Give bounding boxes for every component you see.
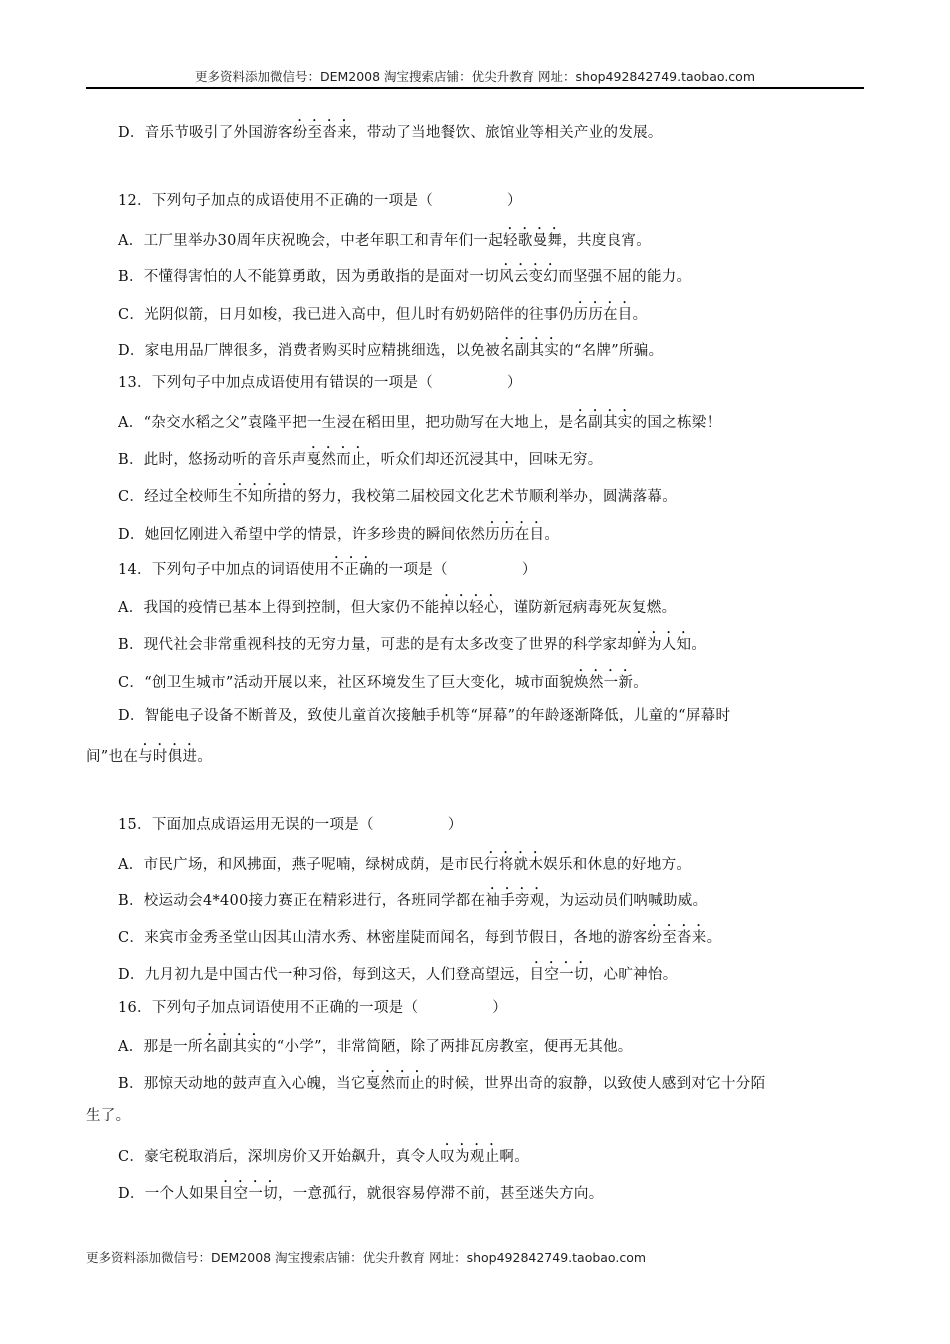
line-text: ，为运动员们呐喊助威。 xyxy=(544,893,708,909)
line-text: ，听众们却还沉浸其中，回味无穷。 xyxy=(365,452,603,468)
line-text: ，带动了当地餐饮、旅馆业等相关产业的发展。 xyxy=(351,125,663,141)
emphasized-phrase: 掉以轻心 xyxy=(439,600,499,616)
line-text: A．我国的疫情已基本上得到控制，但大家仍不能 xyxy=(118,600,440,616)
text-line xyxy=(118,1141,529,1166)
line-text: 的“小学”，非常简陋，除了两排瓦房教室，便再无其他。 xyxy=(261,1039,633,1055)
text-line xyxy=(118,261,691,286)
line-text: 12．下列句子加点的成语使用不正确的一项是（ ） xyxy=(118,193,522,209)
line-text: 间”也在 xyxy=(86,749,139,765)
line-text: 娱乐和休息的好地方。 xyxy=(543,857,692,873)
emphasized-phrase: 袖手旁观 xyxy=(485,893,545,909)
emphasized-phrase: 戛然而止 xyxy=(365,1076,425,1092)
question-stem xyxy=(118,371,522,392)
line-text: D．她回忆刚进入希望中学的情景，许多珍贵的瞬间依然 xyxy=(118,527,486,543)
line-text: C．来宾市金秀圣堂山因其山清水秀、林密崖陡而闻名，每到节假日，各地的游客 xyxy=(118,930,648,946)
line-text: 而坚强不屈的能力。 xyxy=(558,269,692,285)
page-footer: 更多资料添加微信号：DEM2008 淘宝搜索店铺：优尖升教育 网址：shop492842749.taobao.com xyxy=(86,1250,647,1265)
text-line xyxy=(86,741,212,766)
emphasized-phrase: 目空一切 xyxy=(218,1186,278,1202)
question-stem xyxy=(118,554,537,579)
line-text: 的努力，我校第二届校园文化艺术节顺利举办，圆满落幕。 xyxy=(292,489,678,505)
text-line xyxy=(118,667,648,692)
line-text: A．工厂里举办30周年庆祝晚会，中老年职工和青年们一起 xyxy=(118,233,504,249)
line-text: D．一个人如果 xyxy=(118,1186,219,1202)
line-text: 14．下列句子中加点的词语使用 xyxy=(118,562,330,578)
text-line xyxy=(118,481,677,506)
emphasized-phrase: 目空一切 xyxy=(529,967,589,983)
line-text: 。 xyxy=(197,749,213,765)
line-text: 生了。 xyxy=(86,1108,131,1124)
text-line xyxy=(118,885,707,910)
emphasized-phrase: 风云变幻 xyxy=(498,269,559,285)
emphasized-phrase: 不知所措 xyxy=(233,489,293,505)
emphasized-phrase: 名副其实 xyxy=(202,1039,262,1055)
emphasized-phrase: 与时俱进 xyxy=(138,749,198,765)
line-text: 16．下列句子加点词语使用不正确的一项是（ ） xyxy=(118,1000,508,1016)
line-text: C．“创卫生城市”活动开展以来，社区环境发生了巨大变化，城市面貌 xyxy=(118,675,575,691)
emphasized-phrase: 轻歌曼舞 xyxy=(503,233,563,249)
emphasized-phrase: 戛然而止 xyxy=(306,452,366,468)
text-line xyxy=(118,1178,604,1203)
text-line xyxy=(118,299,647,324)
text-line xyxy=(118,849,691,874)
emphasized-phrase: 纷至沓来 xyxy=(292,125,352,141)
emphasized-phrase: 历历在目 xyxy=(485,527,545,543)
emphasized-phrase: 名副其实 xyxy=(499,343,560,359)
line-text: 的一项是（ ） xyxy=(373,562,537,578)
text-line xyxy=(118,592,676,617)
text-line xyxy=(86,1104,130,1125)
line-text: ，一意孤行，就很容易停滞不前，甚至迷失方向。 xyxy=(277,1186,604,1202)
line-text: A．市民广场，和风拂面，燕子呢喃，绿树成荫，是市民 xyxy=(118,857,484,873)
line-text: 15．下面加点成语运用无误的一项是（ ） xyxy=(118,817,463,833)
line-text: B．那惊天动地的鼓声直入心魄，当它 xyxy=(118,1076,366,1092)
text-line xyxy=(118,959,678,984)
emphasized-phrase: 纷至沓来 xyxy=(647,930,707,946)
page-header: 更多资料添加微信号：DEM2008 淘宝搜索店铺：优尖升教育 网址：shop492842749.taobao.com xyxy=(194,69,756,84)
line-text: D．智能电子设备不断普及，致使儿童首次接触手机等“屏幕”的年龄逐渐降低，儿童的“屏幕时 xyxy=(118,708,731,724)
text-line xyxy=(118,704,730,725)
line-text: 。 xyxy=(632,307,648,323)
emphasized-phrase: 不正确 xyxy=(329,562,374,578)
line-text: D．音乐节吸引了外国游客 xyxy=(118,125,293,141)
emphasized-phrase: 名副其实 xyxy=(573,415,633,431)
question-stem xyxy=(118,996,507,1017)
text-line xyxy=(118,117,663,142)
text-line xyxy=(118,922,721,947)
line-text: B．此时，悠扬动听的音乐声 xyxy=(118,452,307,468)
line-text: 。 xyxy=(691,637,707,653)
line-text: 啊。 xyxy=(499,1149,530,1165)
line-text: 的“名牌”所骗。 xyxy=(559,343,664,359)
emphasized-phrase: 行将就木 xyxy=(483,857,544,873)
text-line xyxy=(118,1031,633,1056)
question-stem xyxy=(118,813,463,834)
line-text: B．校运动会4*400接力赛正在精彩进行，各班同学都在 xyxy=(118,893,486,909)
line-text: ，共度良宵。 xyxy=(562,233,652,249)
line-text: C．光阴似箭，日月如梭，我已进入高中，但儿时有奶奶陪伴的往事仍 xyxy=(118,307,574,323)
header-divider xyxy=(86,87,864,89)
emphasized-phrase: 历历在目 xyxy=(573,307,633,323)
line-text: C．豪宅税取消后，深圳房价又开始飙升，真令人 xyxy=(118,1149,441,1165)
line-text: 的国之栋梁！ xyxy=(632,415,722,431)
text-line xyxy=(118,444,603,469)
line-text: ，谨防新冠病毒死灰复燃。 xyxy=(498,600,677,616)
line-text: C．经过全校师生 xyxy=(118,489,233,505)
emphasized-phrase: 鲜为人知 xyxy=(632,637,692,653)
line-text: 。 xyxy=(633,675,649,691)
line-text: D．家电用品厂牌很多，消费者购买时应精挑细选，以免被 xyxy=(118,343,500,359)
text-line xyxy=(118,629,706,654)
text-line xyxy=(118,225,651,250)
emphasized-phrase: 叹为观止 xyxy=(440,1149,500,1165)
text-line xyxy=(118,519,559,544)
text-line xyxy=(118,1068,765,1093)
question-stem xyxy=(118,189,522,210)
line-text: A．那是一所 xyxy=(118,1039,203,1055)
text-line xyxy=(118,335,663,360)
line-text: ，心旷神怡。 xyxy=(588,967,678,983)
line-text: 。 xyxy=(706,930,722,946)
line-text: B．不懂得害怕的人不能算勇敢，因为勇敢指的是面对一切 xyxy=(118,269,499,285)
line-text: A．“杂交水稻之父”袁隆平把一生浸在稻田里，把功勋写在大地上，是 xyxy=(118,415,574,431)
line-text: 。 xyxy=(544,527,560,543)
text-line xyxy=(118,407,721,432)
line-text: D．九月初九是中国古代一种习俗，每到这天，人们登高望远， xyxy=(118,967,530,983)
line-text: B．现代社会非常重视科技的无穷力量，可悲的是有太多改变了世界的科学家却 xyxy=(118,637,633,653)
line-text: 13．下列句子中加点成语使用有错误的一项是（ ） xyxy=(118,375,522,391)
line-text: 的时候，世界出奇的寂静，以致使人感到对它十分陌 xyxy=(424,1076,766,1092)
emphasized-phrase: 焕然一新 xyxy=(574,675,634,691)
